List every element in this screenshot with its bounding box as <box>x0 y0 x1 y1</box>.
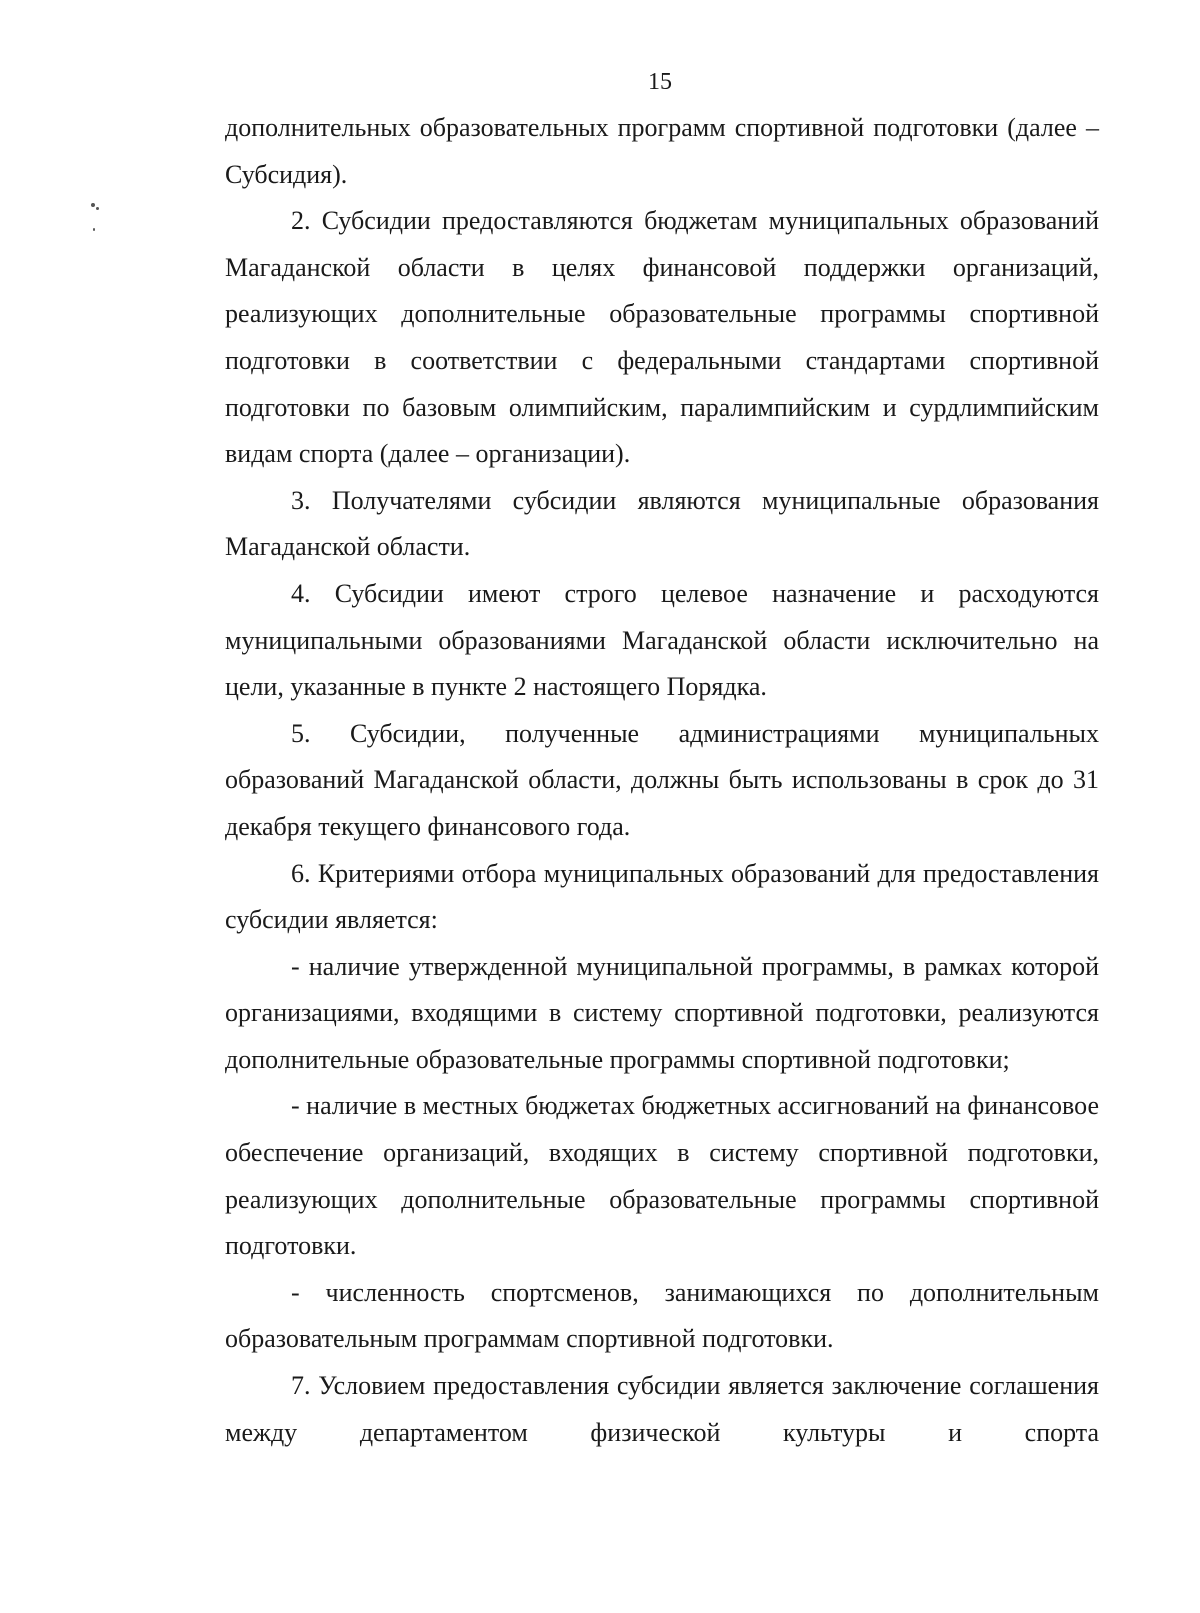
criterion-1: - наличие утвержденной муниципальной программы, в рамках которой организациями, входящими в систему спортивной подготовки, реализуются дополнительные образовательные программы спортивной подготовки; <box>225 951 1099 1074</box>
paragraph-item-4: 4. Субсидии имеют строго целевое назначение и расходуются муниципальными образованиями Магаданской области исключительно на цели, указанные в пункте 2 настоящего Порядка. <box>225 578 1099 702</box>
criterion-2: - наличие в местных бюджетах бюджетных ассигнований на финансовое обеспечение организаций, входящих в систему спортивной подготовки, реализующих дополнительные образовательные программы спортивной подготовки. <box>225 1091 1099 1261</box>
criterion-3: - численность спортсменов, занимающихся по дополнительным образовательным программам спортивной подготовки. <box>225 1277 1099 1354</box>
document-body <box>225 105 1099 1456</box>
paragraph-continuation: дополнительных образовательных программ спортивной подготовки (далее – Субсидия). <box>225 113 1099 189</box>
page-number: 15 <box>648 69 672 95</box>
paragraph-item-6: 6. Критериями отбора муниципальных образований для предоставления субсидии является: <box>225 858 1099 935</box>
scan-speck <box>91 203 95 207</box>
paragraph-item-7: 7. Условием предоставления субсидии является заключение соглашения между департаментом физической культуры и спорта <box>225 1371 1099 1447</box>
paragraph-item-2: 2. Субсидии предоставляются бюджетам муниципальных образований Магаданской области в целях финансовой поддержки организаций, реализующих дополнительные образовательные программы спортивной подготовки в соответствии с федеральными стандартами спортивной подготовки по базовым олимпийским, паралимпийским и сурдлимпийским видам спорта (далее – организации). <box>225 206 1099 469</box>
scan-speck <box>96 207 99 210</box>
paragraph-item-5: 5. Субсидии, полученные администрациями муниципальных образований Магаданской области, должны быть использованы в срок до 31 декабря текущего финансового года. <box>225 718 1099 841</box>
scan-speck <box>93 228 95 231</box>
paragraph-item-3: 3. Получателями субсидии являются муниципальные образования Магаданской области. <box>225 485 1099 562</box>
